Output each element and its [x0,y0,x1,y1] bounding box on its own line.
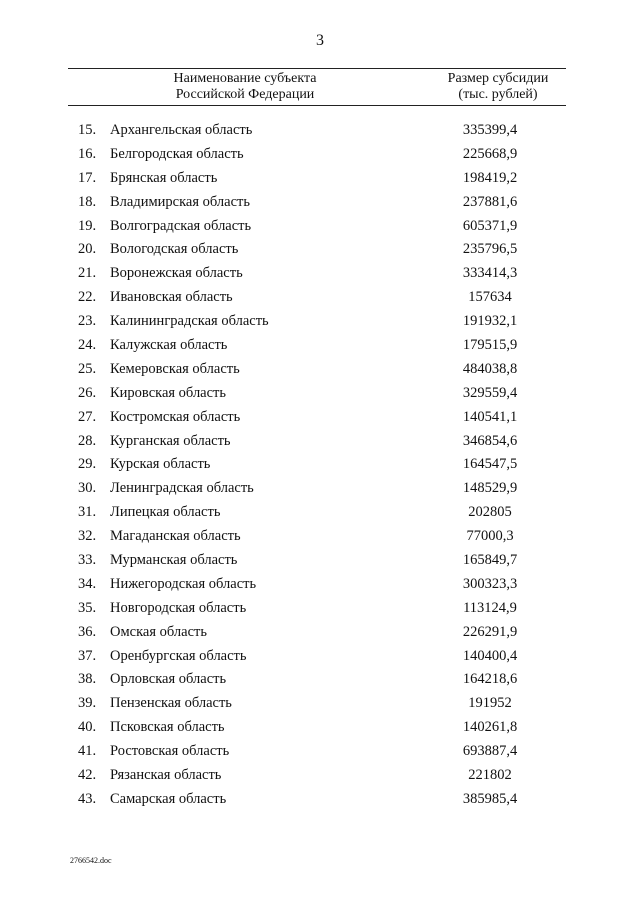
table-row [0,239,640,263]
region-name: Костромская область [110,408,241,425]
table-row [0,120,640,144]
table-row [0,311,640,335]
row-number: 24. [78,337,97,354]
region-name: Нижегородская область [110,575,257,592]
subsidy-amount: 191952 [468,695,512,712]
row-number: 42. [78,767,97,784]
region-name: Калининградская область [110,313,269,330]
table-row [0,550,640,574]
subsidy-amount: 484038,8 [462,360,518,377]
subsidy-amount: 346854,6 [462,432,518,449]
region-name: Курская область [110,456,211,473]
subsidy-amount: 164218,6 [462,671,518,688]
page-number: 3 [316,32,324,49]
region-name: Ленинградская область [110,480,254,497]
subsidy-amount: 198419,2 [462,169,518,186]
table-row [0,287,640,311]
subsidy-amount: 164547,5 [462,456,518,473]
subsidy-amount: 157634 [468,289,512,306]
region-name: Орловская область [110,671,227,688]
table-header [68,68,566,106]
region-name: Ростовская область [110,743,230,760]
table-row [0,478,640,502]
subsidy-amount: 385985,4 [462,790,518,807]
row-number: 33. [78,552,97,569]
table-row [0,717,640,741]
subsidy-amount: 165849,7 [462,552,518,569]
row-number: 30. [78,480,97,497]
row-number: 39. [78,695,97,712]
region-name: Мурманская область [110,552,238,569]
column-header-amount [430,71,566,103]
subsidy-amount: 113124,9 [463,599,517,616]
region-name: Белгородская область [110,145,244,162]
region-name: Вологодская область [110,241,239,258]
table-row [0,407,640,431]
table-row [0,335,640,359]
row-number: 31. [78,504,97,521]
table-row [0,359,640,383]
region-name: Рязанская область [110,767,222,784]
subsidy-amount: 77000,3 [466,528,514,545]
subsidy-amount: 140261,8 [462,719,518,736]
region-name: Магаданская область [110,528,241,545]
row-number: 29. [78,456,97,473]
table-row [0,622,640,646]
subsidy-amount: 191932,1 [462,313,518,330]
table-row [0,669,640,693]
column-header-region-line1: Наименование субъекта [173,71,317,86]
table-row [0,789,640,813]
subsidy-amount: 140541,1 [462,408,518,425]
row-number: 19. [78,217,97,234]
document-file-name: 2766542.doc [70,856,112,865]
row-number: 23. [78,313,97,330]
subsidy-amount: 693887,4 [462,743,518,760]
table-row [0,454,640,478]
table-row [0,216,640,240]
column-header-amount-line1: Размер субсидии [447,71,549,86]
table-row [0,192,640,216]
subsidy-table-body [0,120,640,813]
table-row [0,598,640,622]
subsidy-amount: 221802 [468,767,512,784]
column-header-region-line2: Российской Федерации [175,87,315,102]
region-name: Брянская область [110,169,218,186]
row-number: 37. [78,647,97,664]
row-number: 27. [78,408,97,425]
region-name: Пензенская область [110,695,232,712]
region-name: Омская область [110,623,207,640]
table-row [0,263,640,287]
subsidy-amount: 237881,6 [462,193,518,210]
region-name: Липецкая область [110,504,221,521]
column-header-amount-line2: (тыс. рублей) [458,87,538,102]
table-row [0,646,640,670]
table-row [0,431,640,455]
subsidy-amount: 179515,9 [462,337,518,354]
subsidy-amount: 225668,9 [462,145,518,162]
region-name: Владимирская область [110,193,250,210]
subsidy-amount: 202805 [468,504,512,521]
row-number: 21. [78,265,97,282]
region-name: Новгородская область [110,599,247,616]
table-row [0,526,640,550]
row-number: 17. [78,169,97,186]
row-number: 22. [78,289,97,306]
row-number: 28. [78,432,97,449]
region-name: Волгоградская область [110,217,252,234]
row-number: 35. [78,599,97,616]
subsidy-amount: 333414,3 [462,265,518,282]
row-number: 43. [78,790,97,807]
region-name: Самарская область [110,790,227,807]
row-number: 38. [78,671,97,688]
table-row [0,502,640,526]
region-name: Кемеровская область [110,360,240,377]
subsidy-amount: 605371,9 [462,217,518,234]
column-header-region [68,71,422,103]
table-row [0,144,640,168]
row-number: 36. [78,623,97,640]
table-row [0,168,640,192]
row-number: 26. [78,384,97,401]
row-number: 15. [78,122,97,138]
region-name: Ивановская область [110,289,233,306]
subsidy-amount: 329559,4 [462,384,518,401]
table-row [0,693,640,717]
subsidy-amount: 140400,4 [462,647,518,664]
subsidy-amount: 148529,9 [462,480,518,497]
region-name: Псковская область [110,719,225,736]
row-number: 18. [78,193,97,210]
row-number: 40. [78,719,97,736]
region-name: Архангельская область [110,122,253,138]
subsidy-amount: 335399,4 [462,122,518,138]
row-number: 16. [78,145,97,162]
region-name: Кировская область [110,384,227,401]
subsidy-amount: 226291,9 [462,623,518,640]
region-name: Воронежская область [110,265,243,282]
table-row [0,574,640,598]
row-number: 41. [78,743,97,760]
region-name: Курганская область [110,432,231,449]
table-row [0,765,640,789]
row-number: 32. [78,528,97,545]
row-number: 25. [78,360,97,377]
row-number: 20. [78,241,97,258]
subsidy-amount: 300323,3 [462,575,518,592]
region-name: Оренбургская область [110,647,247,664]
row-number: 34. [78,575,97,592]
region-name: Калужская область [110,337,228,354]
table-row [0,383,640,407]
table-row [0,741,640,765]
subsidy-amount: 235796,5 [462,241,518,258]
